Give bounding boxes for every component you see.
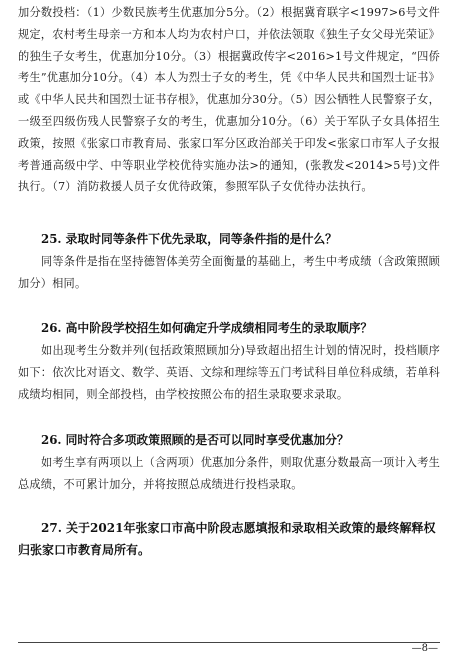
paragraph-bonus-points: 加分数投档：（1）少数民族考生优惠加分5分。（2）根据冀育联字<1997>6号文件规定，农村考生母亲一方和本人均为农村户口，并依法领取《独生子女父母光荣证》的独生子女考生，优惠加分10分。（3）根据冀政传字<2016>1号文件规定，“四侨考生”优惠加分10分。（4）本人为烈士子女的考生，凭《中华人民共和国烈士证书》或《中华人民共和国烈士证书存根》，优惠加分30分。（5）因公牺牲人民警察子女，一级至四级伤残人民警察子女的考生，优惠加分10分。（6）关于军队子女具体招生政策，按照《张家口市教育局、张家口军分区政治部关于印发<张家口市军人子女报考普通高级中学、中等职业学校优待实施办法>的通知，(张教发<2014>5号)文件执行。（7）消防救援人员子女优待政策，参照军队子女优待办法执行。 <box>18 6 440 194</box>
question-25-answer: 同等条件是指在坚持德智体美劳全面衡量的基础上，考生中考成绩（含政策照顾加分）相同。 <box>18 255 440 290</box>
page-number: —8— <box>411 643 438 654</box>
question-26-multiple-policy-heading: 26. 同时符合多项政策照顾的是否可以同时享受优惠加分？ <box>41 433 349 447</box>
question-25-heading: 25. 录取时同等条件下优先录取，同等条件指的是什么？ <box>41 232 337 246</box>
question-26-ranking-heading: 26. 高中阶段学校招生如何确定升学成绩相同考生的录取顺序？ <box>41 321 373 335</box>
question-26-multiple-policy-answer: 如考生享有两项以上（含两项）优惠加分条件，则取优惠分数最高一项计入考生总成绩，不可累计加分，并将按照总成绩进行投档录取。 <box>18 456 440 491</box>
footer-divider <box>18 642 440 643</box>
question-27-statement: 27. 关于2021年张家口市高中阶段志愿填报和录取相关政策的最终解释权归张家口市教育局所有。 <box>18 521 436 557</box>
question-26-ranking-answer: 如出现考生分数并列(包括政策照顾加分)导致超出招生计划的情况时，投档顺序如下：依次比对语文、数学、英语、文综和理综等五门考试科目单位科成绩，若单科成绩均相同，则全部投档，由学校按照公布的招生录取要求录取。 <box>18 344 440 401</box>
